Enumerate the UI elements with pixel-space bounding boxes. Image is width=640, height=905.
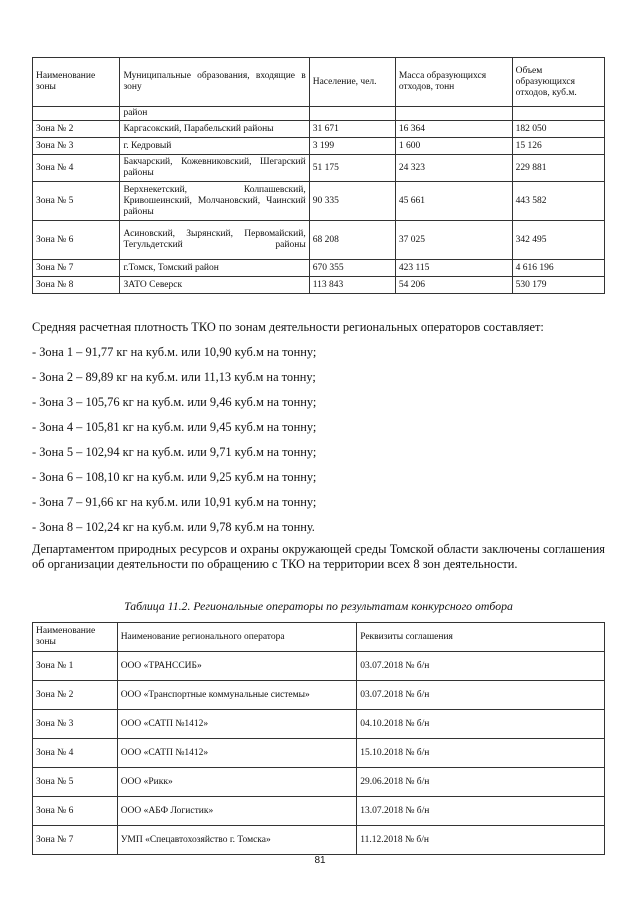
header-population: Население, чел. [309, 58, 395, 107]
agreement-cell: 04.10.2018 № б/н [357, 710, 605, 739]
table-header-row [33, 623, 605, 652]
table-row [33, 826, 605, 855]
density-item-5: - Зона 5 – 102,94 кг на куб.м. или 9,71 куб.м на тонну; [32, 445, 317, 459]
zone-cell: Зона № 6 [33, 797, 118, 826]
mass-cell: 45 661 [395, 182, 512, 221]
header-volume: Объем образующихся отходов, куб.м. [512, 58, 604, 107]
population-cell: 68 208 [309, 221, 395, 260]
volume-cell: 182 050 [512, 121, 604, 138]
agreement-cell: 29.06.2018 № б/н [357, 768, 605, 797]
header-zone: Наименование зоны [33, 623, 118, 652]
waste-zones-table [32, 57, 605, 294]
zone-cell: Зона № 7 [33, 826, 118, 855]
zone-cell: Зона № 7 [33, 260, 120, 277]
municipalities-cell: г.Томск, Томский район [120, 260, 309, 277]
population-cell: 113 843 [309, 277, 395, 294]
operator-cell: ООО «Транспортные коммунальные системы» [117, 681, 357, 710]
volume-cell: 15 126 [512, 138, 604, 155]
zone-cell: Зона № 3 [33, 138, 120, 155]
table-row [33, 182, 605, 221]
population-cell: 3 199 [309, 138, 395, 155]
table-header-row [33, 58, 605, 107]
mass-cell: 54 206 [395, 277, 512, 294]
density-intro: Средняя расчетная плотность ТКО по зонам деятельности региональных операторов составляет: [32, 320, 544, 334]
agreement-cell: 03.07.2018 № б/н [357, 652, 605, 681]
mass-cell: 16 364 [395, 121, 512, 138]
volume-cell: 229 881 [512, 155, 604, 182]
header-agreement: Реквизиты соглашения [357, 623, 605, 652]
density-item-1: - Зона 1 – 91,77 кг на куб.м. или 10,90 куб.м на тонну; [32, 345, 317, 359]
table-row [33, 277, 605, 294]
mass-cell: 1 600 [395, 138, 512, 155]
table-row [33, 155, 605, 182]
table-row-continuation [33, 107, 605, 121]
header-mass: Масса образующихся отходов, тонн [395, 58, 512, 107]
municipalities-cell: ЗАТО Северск [120, 277, 309, 294]
operator-cell: ООО «ТРАНССИБ» [117, 652, 357, 681]
municipalities-cell: г. Кедровый [120, 138, 309, 155]
mass-cell: 37 025 [395, 221, 512, 260]
zone-cell: Зона № 5 [33, 768, 118, 797]
operator-cell: ООО «Рикк» [117, 768, 357, 797]
zone-cell: Зона № 3 [33, 710, 118, 739]
table-row [33, 681, 605, 710]
zone-cell: Зона № 8 [33, 277, 120, 294]
table-row [33, 797, 605, 826]
mass-cell: 423 115 [395, 260, 512, 277]
zone-cell: Зона № 6 [33, 221, 120, 260]
operator-cell: ООО «АБФ Логистик» [117, 797, 357, 826]
operator-cell: ООО «САТП №1412» [117, 739, 357, 768]
density-item-7: - Зона 7 – 91,66 кг на куб.м. или 10,91 куб.м на тонну; [32, 495, 317, 509]
table2-caption: Таблица 11.2. Региональные операторы по результатам конкурсного отбора [124, 599, 513, 613]
density-item-2: - Зона 2 – 89,89 кг на куб.м. или 11,13 куб.м на тонну; [32, 370, 316, 384]
mass-cell: 24 323 [395, 155, 512, 182]
zone-cell: Зона № 4 [33, 739, 118, 768]
operator-cell: ООО «САТП №1412» [117, 710, 357, 739]
agreement-cell: 13.07.2018 № б/н [357, 797, 605, 826]
table-row [33, 138, 605, 155]
table-row [33, 739, 605, 768]
page-number: 81 [314, 855, 326, 866]
table-row [33, 652, 605, 681]
density-item-6: - Зона 6 – 108,10 кг на куб.м. или 9,25 куб.м на тонну; [32, 470, 317, 484]
table-row [33, 221, 605, 260]
zone-cell: Зона № 1 [33, 652, 118, 681]
table-row [33, 710, 605, 739]
table-row [33, 121, 605, 138]
operator-cell: УМП «Спецавтохозяйство г. Томска» [117, 826, 357, 855]
density-item-3: - Зона 3 – 105,76 кг на куб.м. или 9,46 куб.м на тонну; [32, 395, 317, 409]
volume-cell: 443 582 [512, 182, 604, 221]
continuation-cell: район [120, 107, 309, 121]
municipalities-cell: Бакчарский, Кожевниковский, Шегарский районы [120, 155, 309, 182]
population-cell: 90 335 [309, 182, 395, 221]
density-item-4: - Зона 4 – 105,81 кг на куб.м. или 9,45 куб.м на тонну; [32, 420, 317, 434]
agreement-cell: 15.10.2018 № б/н [357, 739, 605, 768]
department-paragraph: Департаментом природных ресурсов и охраны окружающей среды Томской области заключены соглашения об организации деятельности по обращению с ТКО на территории всех 8 зон деятельности. [32, 542, 605, 571]
population-cell: 51 175 [309, 155, 395, 182]
volume-cell: 342 495 [512, 221, 604, 260]
volume-cell: 530 179 [512, 277, 604, 294]
volume-cell: 4 616 196 [512, 260, 604, 277]
regional-operators-table [32, 622, 605, 855]
agreement-cell: 03.07.2018 № б/н [357, 681, 605, 710]
header-operator: Наименование регионального оператора [117, 623, 357, 652]
zone-cell: Зона № 2 [33, 681, 118, 710]
table-row [33, 260, 605, 277]
municipalities-cell: Каргасокский, Парабельский районы [120, 121, 309, 138]
density-item-8: - Зона 8 – 102,24 кг на куб.м. или 9,78 куб.м на тонну. [32, 520, 315, 534]
zone-cell: Зона № 2 [33, 121, 120, 138]
population-cell: 31 671 [309, 121, 395, 138]
population-cell: 670 355 [309, 260, 395, 277]
municipalities-cell: Асиновский, Зырянский, Первомайский, Тегульдетский районы [120, 221, 309, 260]
zone-cell: Зона № 5 [33, 182, 120, 221]
municipalities-cell: Верхнекетский, Колпашевский, Кривошеинский, Молчановский, Чаинский районы [120, 182, 309, 221]
table-row [33, 768, 605, 797]
zone-cell: Зона № 4 [33, 155, 120, 182]
header-zone: Наименование зоны [33, 58, 120, 107]
header-municipalities: Муниципальные образования, входящие в зону [120, 58, 309, 107]
agreement-cell: 11.12.2018 № б/н [357, 826, 605, 855]
